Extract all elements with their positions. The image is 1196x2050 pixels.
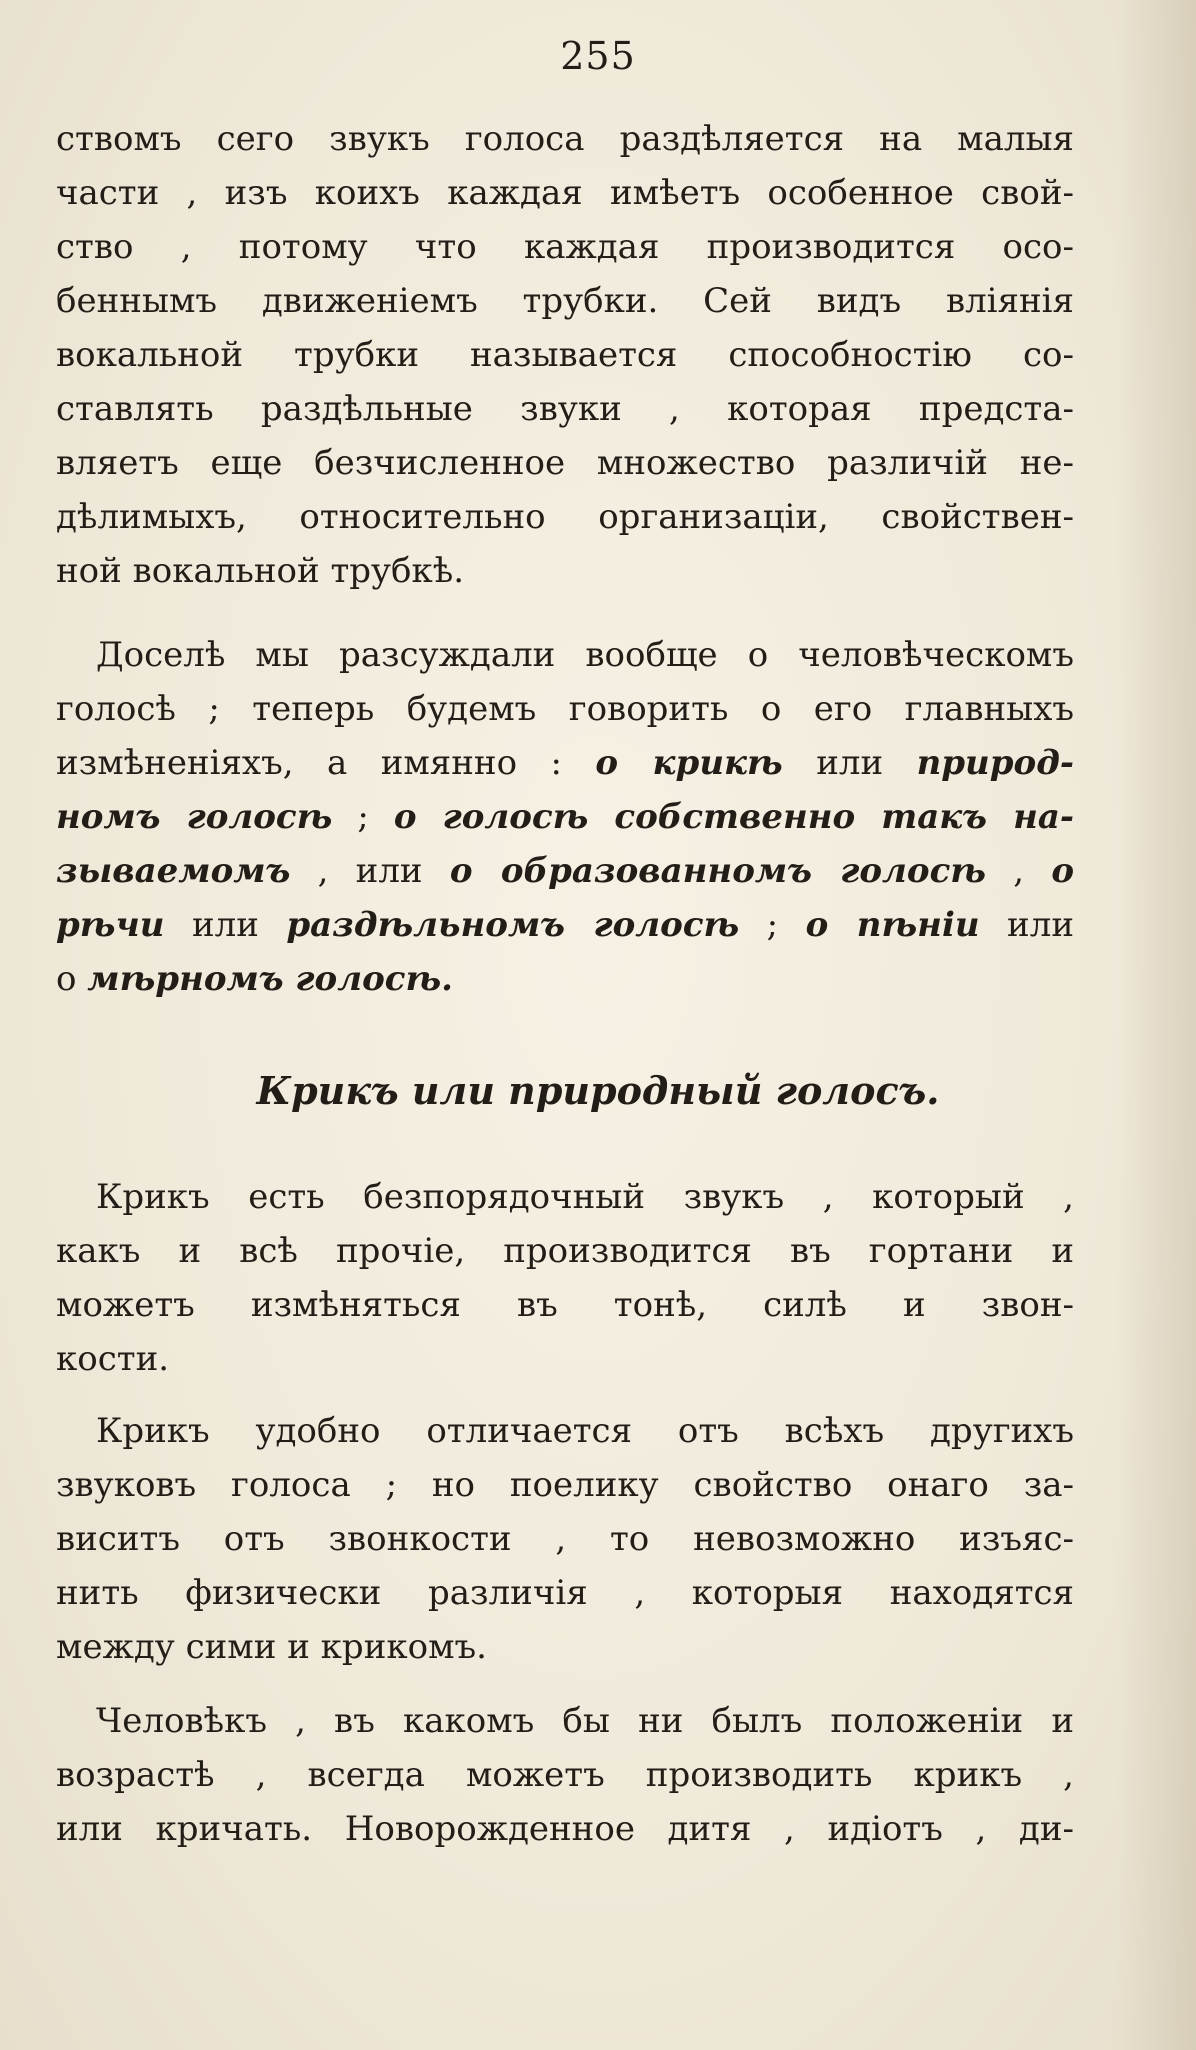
text-run: о bbox=[56, 959, 88, 999]
italic-run: о крикѣ bbox=[595, 743, 783, 783]
text-run: ; bbox=[332, 797, 394, 837]
text-line: Доселѣ мы разсуждали вообще о человѣческомъ bbox=[96, 635, 1074, 675]
text-line: Человѣкъ , въ какомъ бы ни былъ положенiи и bbox=[96, 1701, 1074, 1741]
italic-run: о образованномъ голосѣ bbox=[449, 851, 986, 891]
text-run: или bbox=[164, 905, 287, 945]
italic-run: мѣрномъ голосѣ. bbox=[87, 959, 454, 999]
text-line: можетъ измѣняться въ тонѣ, силѣ и звон- bbox=[56, 1285, 1074, 1325]
text-line bbox=[56, 790, 1074, 844]
text-line bbox=[56, 736, 1074, 790]
text-line: голосѣ ; теперь будемъ говорить о его главныхъ bbox=[56, 689, 1074, 729]
text-run: или bbox=[979, 905, 1074, 945]
paragraph-5 bbox=[56, 1694, 1074, 1856]
text-line: ной вокальной трубкѣ. bbox=[56, 551, 465, 591]
italic-run: о голосѣ собственно такъ на- bbox=[393, 797, 1074, 837]
text-line: виситъ отъ звонкости , то невозможно изъяс- bbox=[56, 1519, 1074, 1559]
page-edge-shadow bbox=[1116, 0, 1196, 2050]
text-line: между сими и крикомъ. bbox=[56, 1627, 487, 1667]
text-line: Крикъ есть безпорядочный звукъ , который , bbox=[96, 1177, 1074, 1217]
italic-run: рѣчи bbox=[56, 905, 165, 945]
text-line: ствомъ сего звукъ голоса раздѣляется на малыя bbox=[56, 119, 1074, 159]
paragraph-4 bbox=[56, 1404, 1074, 1674]
italic-run: природ- bbox=[916, 743, 1074, 783]
text-line: вокальной трубки называется способностiю со- bbox=[56, 335, 1074, 375]
italic-run: о bbox=[1051, 851, 1074, 891]
text-run: ; bbox=[739, 905, 806, 945]
section-heading: Крикъ или природный голосъ. bbox=[256, 1068, 940, 1113]
text-line: какъ и всѣ прочiе, производится въ гортани и bbox=[56, 1231, 1074, 1271]
text-line: звуковъ голоса ; но поелику свойство онаго за- bbox=[56, 1465, 1074, 1505]
text-line: возрастѣ , всегда можетъ производить крикъ , bbox=[56, 1755, 1074, 1795]
text-line: ство , потому что каждая производится осо- bbox=[56, 227, 1074, 267]
text-line bbox=[56, 898, 1074, 952]
paragraph-2 bbox=[56, 628, 1074, 1006]
text-line: Крикъ удобно отличается отъ всѣхъ другихъ bbox=[96, 1411, 1074, 1451]
text-line: дѣлимыхъ, относительно организацiи, свойствен- bbox=[56, 497, 1074, 537]
paragraph-1 bbox=[56, 112, 1074, 598]
text-run: или bbox=[782, 743, 917, 783]
paragraph-3 bbox=[56, 1170, 1074, 1386]
text-line: или кричать. Новорожденное дитя , идiотъ , ди- bbox=[56, 1809, 1074, 1849]
italic-run: зываемомъ bbox=[56, 851, 291, 891]
text-line: вляетъ еще безчисленное множество различiй не- bbox=[56, 443, 1074, 483]
text-line: ставлять раздѣльные звуки , которая предста- bbox=[56, 389, 1074, 429]
text-run: , bbox=[985, 851, 1052, 891]
text-run: измѣненiяхъ, а имянно : bbox=[56, 743, 596, 783]
text-line: нить физически различiя , которыя находятся bbox=[56, 1573, 1074, 1613]
page-number: 255 bbox=[560, 34, 636, 78]
italic-run: раздѣльномъ голосѣ bbox=[286, 905, 740, 945]
text-line: беннымъ движенiемъ трубки. Сей видъ влiянiя bbox=[56, 281, 1074, 321]
text-run: , или bbox=[290, 851, 450, 891]
text-line bbox=[56, 844, 1074, 898]
text-line bbox=[56, 952, 1074, 1006]
text-line: кости. bbox=[56, 1339, 170, 1379]
italic-run: номъ голосѣ bbox=[56, 797, 333, 837]
text-line: части , изъ коихъ каждая имѣетъ особенное свой- bbox=[56, 173, 1074, 213]
italic-run: о пѣнiи bbox=[805, 905, 980, 945]
